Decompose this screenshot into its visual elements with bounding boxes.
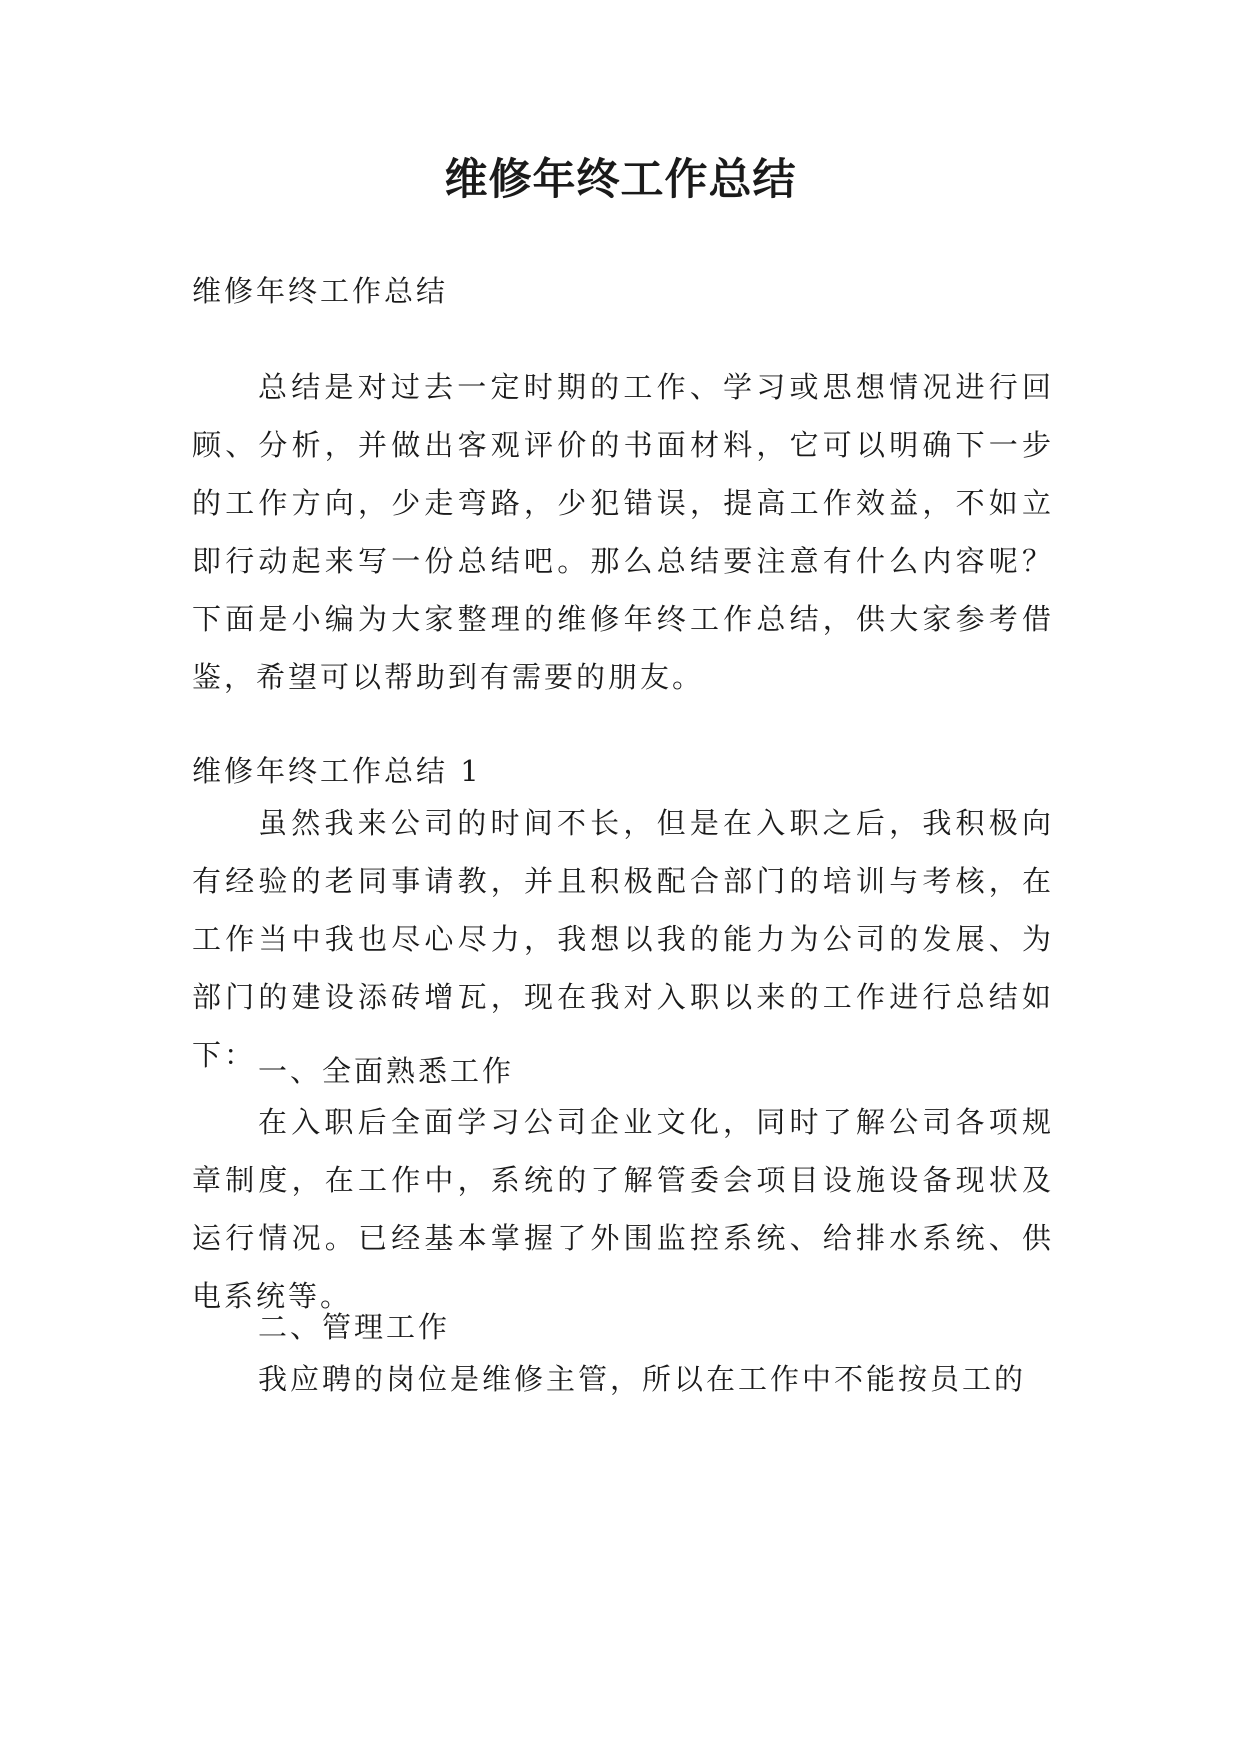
document-subtitle: 维修年终工作总结 — [192, 274, 449, 308]
document-title: 维修年终工作总结 — [444, 155, 797, 205]
body-paragraph-2: 在入职后全面学习公司企业文化，同时了解公司各项规章制度，在工作中，系统的了解管委会项目设施设备现状及运行情况。已经基本掌握了外围监控系统、给排水系统、供电系统等。 — [192, 1105, 1054, 1313]
list-heading-1: 一、全面熟悉工作 — [258, 1054, 515, 1088]
list-heading-2: 二、管理工作 — [258, 1310, 451, 1344]
body-paragraph-1: 虽然我来公司的时间不长，但是在入职之后，我积极向有经验的老同事请教，并且积极配合部门的培训与考核，在工作当中我也尽心尽力，我想以我的能力为公司的发展、为部门的建设添砖增瓦，现在我对入职以来的工作进行总结如下： — [192, 806, 1054, 1072]
body-paragraph-3: 我应聘的岗位是维修主管，所以在工作中不能按员工的 — [258, 1362, 1027, 1396]
section-heading: 维修年终工作总结 1 — [192, 754, 482, 788]
intro-paragraph: 总结是对过去一定时期的工作、学习或思想情况进行回顾、分析，并做出客观评价的书面材料，它可以明确下一步的工作方向，少走弯路，少犯错误，提高工作效益，不如立即行动起来写一份总结吧。那么总结要注意有什么内容呢？下面是小编为大家整理的维修年终工作总结，供大家参考借鉴，希望可以帮助到有需要的朋友。 — [192, 370, 1054, 694]
